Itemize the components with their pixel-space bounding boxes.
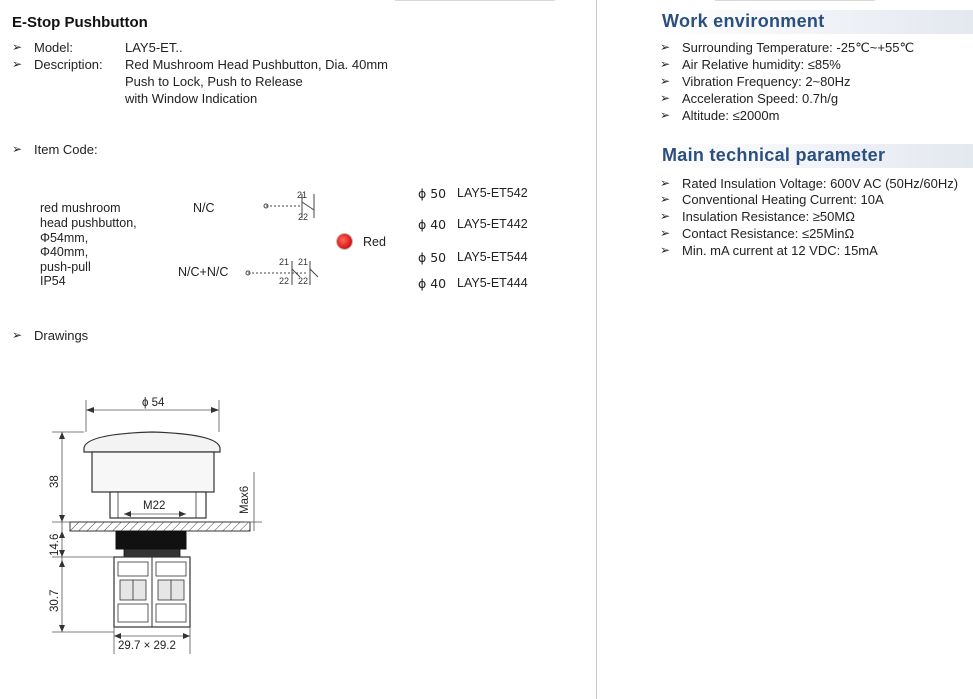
bullet-arrow-icon: ➢ [660, 74, 671, 88]
dimension-diameter: ϕ 54 [142, 397, 165, 409]
dimension-height-block: 30.7 [49, 589, 61, 612]
dimension-thread: M22 [143, 500, 166, 512]
code-diameter: ϕ 50 [418, 186, 447, 201]
column-divider [596, 0, 597, 699]
bullet-arrow-icon: ➢ [12, 40, 23, 54]
dimension-height-nut: 14.6 [49, 533, 61, 556]
description-label: Description: [34, 57, 103, 72]
list-item: Min. mA current at 12 VDC: 15mA [682, 243, 878, 258]
list-item: Surrounding Temperature: -25℃~+55℃ [682, 40, 915, 55]
bullet-arrow-icon: ➢ [660, 226, 671, 240]
bullet-arrow-icon: ➢ [660, 243, 671, 257]
spec-line: IP54 [40, 274, 66, 288]
work-environment-title: Work environment [662, 11, 825, 31]
model-value: LAY5-ET.. [125, 40, 183, 55]
bullet-arrow-icon: ➢ [12, 328, 23, 342]
bullet-arrow-icon: ➢ [12, 57, 23, 71]
nc-contact-symbol-icon [262, 188, 322, 224]
work-environment-header [658, 10, 973, 34]
item-code-label: Item Code: [34, 142, 98, 157]
description-line-1: Red Mushroom Head Pushbutton, Dia. 40mm [125, 57, 389, 72]
code-diameter: ϕ 50 [418, 250, 447, 265]
bullet-arrow-icon: ➢ [660, 40, 671, 54]
code-value: LAY5-ET544 [457, 250, 528, 264]
technical-parameter-header [658, 144, 973, 168]
page-title: E-Stop Pushbutton [12, 14, 148, 31]
list-item: Rated Insulation Voltage: 600V AC (50Hz/60Hz) [682, 176, 959, 191]
code-value: LAY5-ET542 [457, 186, 528, 200]
bullet-arrow-icon: ➢ [660, 209, 671, 223]
list-item: Air Relative humidity: ≤85% [682, 57, 841, 72]
code-value: LAY5-ET442 [457, 217, 528, 231]
description-line-3: with Window Indication [125, 91, 258, 106]
spec-line: red mushroom [40, 201, 121, 215]
bullet-arrow-icon: ➢ [660, 91, 671, 105]
list-item: Conventional Heating Current: 10A [682, 192, 884, 207]
drawings-label: Drawings [34, 328, 89, 343]
top-rule-right [715, 0, 875, 1]
contact-terminal-21: 21 [298, 257, 309, 267]
list-item: Vibration Frequency: 2~80Hz [682, 74, 851, 89]
list-item: Altitude: ≤2000m [682, 108, 780, 123]
dimension-height-head: 38 [49, 475, 61, 488]
top-rule-left [395, 0, 555, 1]
model-label: Model: [34, 40, 74, 55]
technical-drawing [0, 380, 300, 680]
bullet-arrow-icon: ➢ [660, 192, 671, 206]
spec-line: Φ40mm, [40, 245, 89, 259]
technical-parameter-title: Main technical parameter [662, 145, 886, 165]
dimension-base: 29.7 × 29.2 [118, 640, 176, 652]
contact-type-ncnc: N/C+N/C [178, 265, 229, 279]
red-color-dot-icon [337, 234, 352, 249]
contact-terminal-21: 21 [297, 190, 308, 200]
code-value: LAY5-ET444 [457, 276, 528, 290]
spec-line: Φ54mm, [40, 231, 89, 245]
spec-line: head pushbutton, [40, 216, 137, 230]
dimension-panel-thickness: Max6 [239, 485, 251, 514]
bullet-arrow-icon: ➢ [660, 57, 671, 71]
contact-terminal-22: 22 [298, 212, 309, 222]
color-label: Red [363, 235, 386, 249]
list-item: Acceleration Speed: 0.7h/g [682, 91, 839, 106]
code-diameter: ϕ 40 [418, 217, 447, 232]
contact-terminal-21: 21 [279, 257, 290, 267]
contact-terminal-22: 22 [279, 276, 290, 286]
description-line-2: Push to Lock, Push to Release [125, 74, 303, 89]
bullet-arrow-icon: ➢ [12, 142, 23, 156]
bullet-arrow-icon: ➢ [660, 108, 671, 122]
bullet-arrow-icon: ➢ [660, 176, 671, 190]
contact-terminal-22: 22 [298, 276, 309, 286]
spec-line: push-pull [40, 260, 91, 274]
code-diameter: ϕ 40 [418, 276, 447, 291]
list-item: Insulation Resistance: ≥50MΩ [682, 209, 855, 224]
contact-type-nc: N/C [193, 201, 215, 215]
list-item: Contact Resistance: ≤25MinΩ [682, 226, 855, 241]
